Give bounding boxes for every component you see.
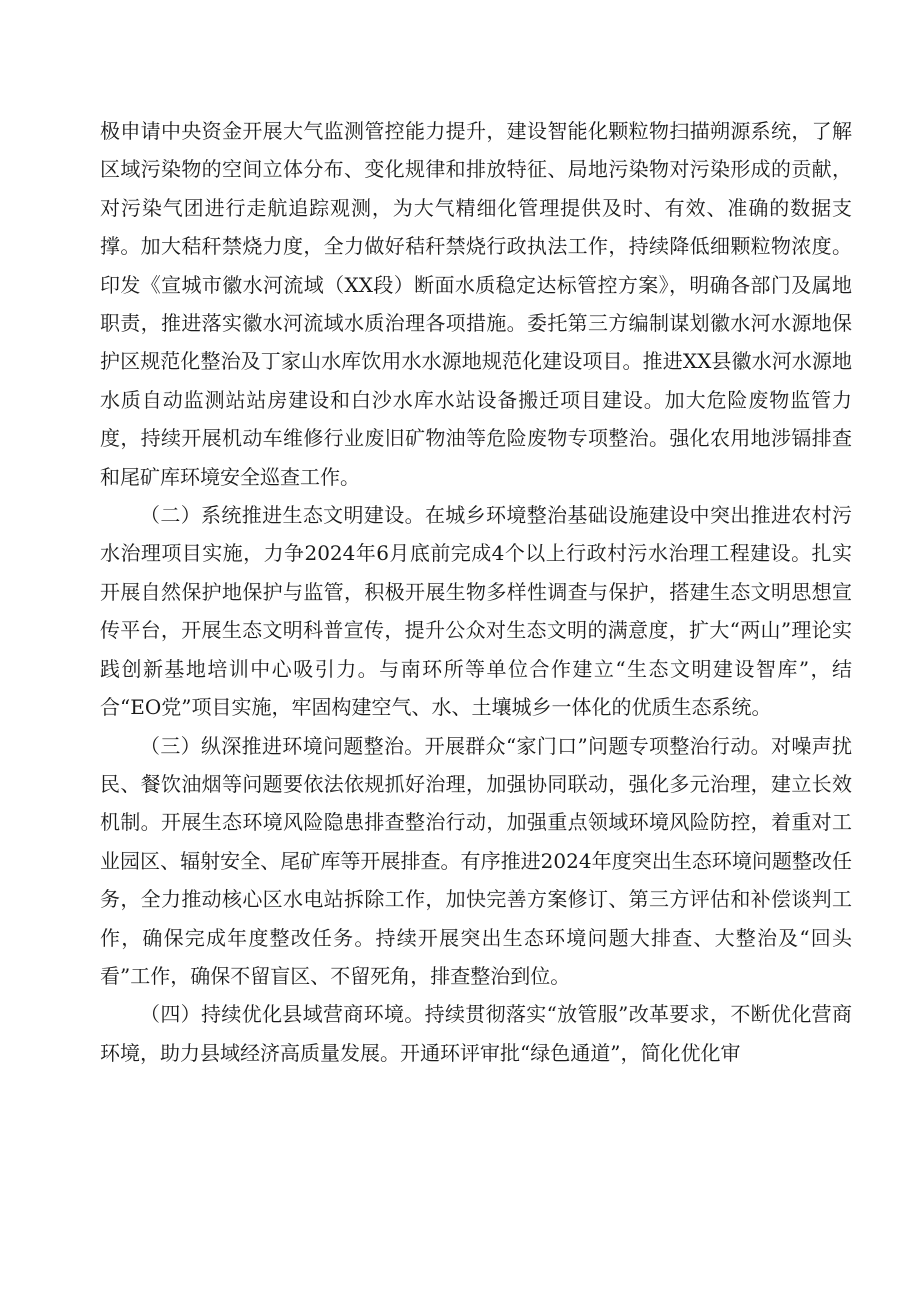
document-body xyxy=(100,112,852,1072)
paragraph-section-2: （二）系统推进生态文明建设。在城乡环境整治基础设施建设中突出推进农村污水治理项目实施，力争2024年6月底前完成4个以上行政村污水治理工程建设。扎实开展自然保护地保护与监管，积极开展生物多样性调查与保护，搭建生态文明思想宣传平台，开展生态文明科普宣传，提升公众对生态文明的满意度，扩大“两山”理论实践创新基地培训中心吸引力。与南环所等单位合作建立“生态文明建设智库”，结合“EO党”项目实施，牢固构建空气、水、土壤城乡一体化的优质生态系统。 xyxy=(100,503,852,720)
paragraph-continuation: 极申请中央资金开展大气监测管控能力提升，建设智能化颗粒物扫描朔源系统，了解区域污染物的空间立体分布、变化规律和排放特征、局地污染物对污染形成的贡献，对污染气团进行走航追踪观测，为大气精细化管理提供及时、有效、准确的数据支撑。加大秸秆禁烧力度，全力做好秸秆禁烧行政执法工作，持续降低细颗粒物浓度。印发《宣城市徽水河流域（XX段）断面水质稳定达标管控方案》，明确各部门及属地职责，推进落实徽水河流域水质治理各项措施。委托第三方编制谋划徽水河水源地保护区规范化整治及丁家山水库饮用水水源地规范化建设项目。推进XX县徽水河水源地水质自动监测站站房建设和白沙水库水站设备搬迁项目建设。加大危险废物监管力度，持续开展机动车维修行业废旧矿物油等危险废物专项整治。强化农用地涉镉排查和尾矿库环境安全巡查工作。 xyxy=(100,119,852,489)
paragraph-section-4: （四）持续优化县域营商环境。持续贯彻落实“放管服”改革要求，不断优化营商环境，助力县域经济高质量发展。开通环评审批“绿色通道”，简化优化审 xyxy=(100,1002,852,1065)
paragraph-section-3: （三）纵深推进环境问题整治。开展群众“家门口”问题专项整治行动。对噪声扰民、餐饮油烟等问题要依法依规抓好治理，加强协同联动，强化多元治理，建立长效机制。开展生态环境风险隐患排查整治行动，加强重点领域环境风险防控，着重对工业园区、辐射安全、尾矿库等开展排查。有序推进2024年度突出生态环境问题整改任务，全力推动核心区水电站拆除工作，加快完善方案修订、第三方评估和补偿谈判工作，确保完成年度整改任务。持续开展突出生态环境问题大排查、大整治及“回头看”工作，确保不留盲区、不留死角，排查整治到位。 xyxy=(100,733,852,988)
